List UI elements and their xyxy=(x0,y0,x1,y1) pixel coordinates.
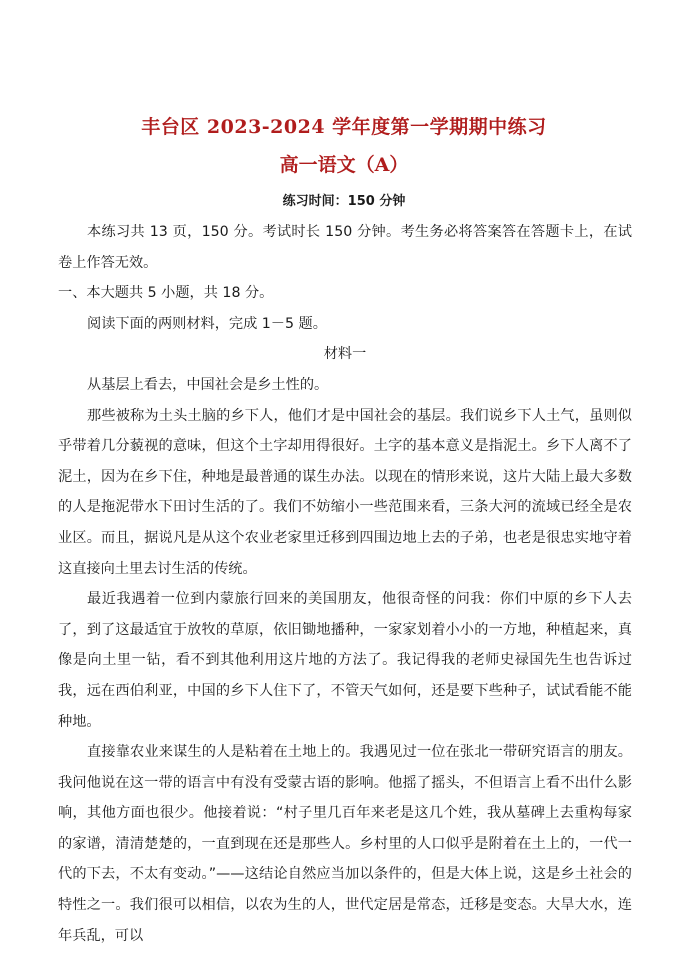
material-paragraph: 那些被称为土头土脑的乡下人，他们才是中国社会的基层。我们说乡下人土气，虽则似乎带着几分藐视的意味，但这个土字却用得很好。土字的基本意义是指泥土。乡下人离不了泥土，因为在乡下住，种地是最普通的谋生办法。以现在的情形来说，这片大陆上最大多数的人是拖泥带水下田讨生活的了。我们不妨缩小一些范围来看，三条大河的流域已经全是农业区。而且，据说凡是从这个农业老家里迁移到四围边地上去的子弟，也老是很忠实地守着这直接向土里去讨生活的传统。 xyxy=(58,407,632,577)
document-title: 丰台区 2023-2024 学年度第一学期期中练习 xyxy=(141,116,547,138)
material-paragraph: 最近我遇着一位到内蒙旅行回来的美国朋友，他很奇怪的问我：你们中原的乡下人去了，到了这最适宜于放牧的草原，依旧锄地播种，一家家划着小小的一方地，种植起来，真像是向土里一钻，看不到其他利用这片地的方法了。我记得我的老师史禄国先生也告诉过我，远在西伯利亚，中国的乡下人住下了，不管天气如何，还是要下些种子，试试看能不能种地。 xyxy=(58,591,632,730)
material-paragraph: 直接靠农业来谋生的人是粘着在土地上的。我遇见过一位在张北一带研究语言的朋友。我问他说在这一带的语言中有没有受蒙古语的影响。他摇了摇头，不但语言上看不出什么影响，其他方面也很少。他接着说：“村子里几百年来老是这几个姓，我从墓碑上去重构每家的家谱，清清楚楚的，一直到现在还是那些人。乡村里的人口似乎是附着在土上的，一代一代的下去，不太有变动。”——这结论自然应当加以条件的，但是大体上说，这是乡土社会的特性之一。我们很可以相信，以农为生的人，世代定居是常态，迁移是变态。大旱大水，连年兵乱，可以 xyxy=(58,744,632,944)
exam-time: 练习时间：150 分钟 xyxy=(282,194,406,209)
section-prompt: 阅读下面的两则材料，完成 1－5 题。 xyxy=(87,315,327,332)
document-body xyxy=(58,217,632,951)
instructions-paragraph: 本练习共 13 页，150 分。考试时长 150 分钟。考生务必将答案答在答题卡上，在试卷上作答无效。 xyxy=(58,224,632,271)
section-heading: 一、本大题共 5 小题，共 18 分。 xyxy=(58,285,274,302)
material-title: 材料一 xyxy=(323,346,367,363)
material-paragraph: 从基层上看去，中国社会是乡土性的。 xyxy=(87,376,329,393)
document-subtitle: 高一语文（A） xyxy=(279,154,409,176)
